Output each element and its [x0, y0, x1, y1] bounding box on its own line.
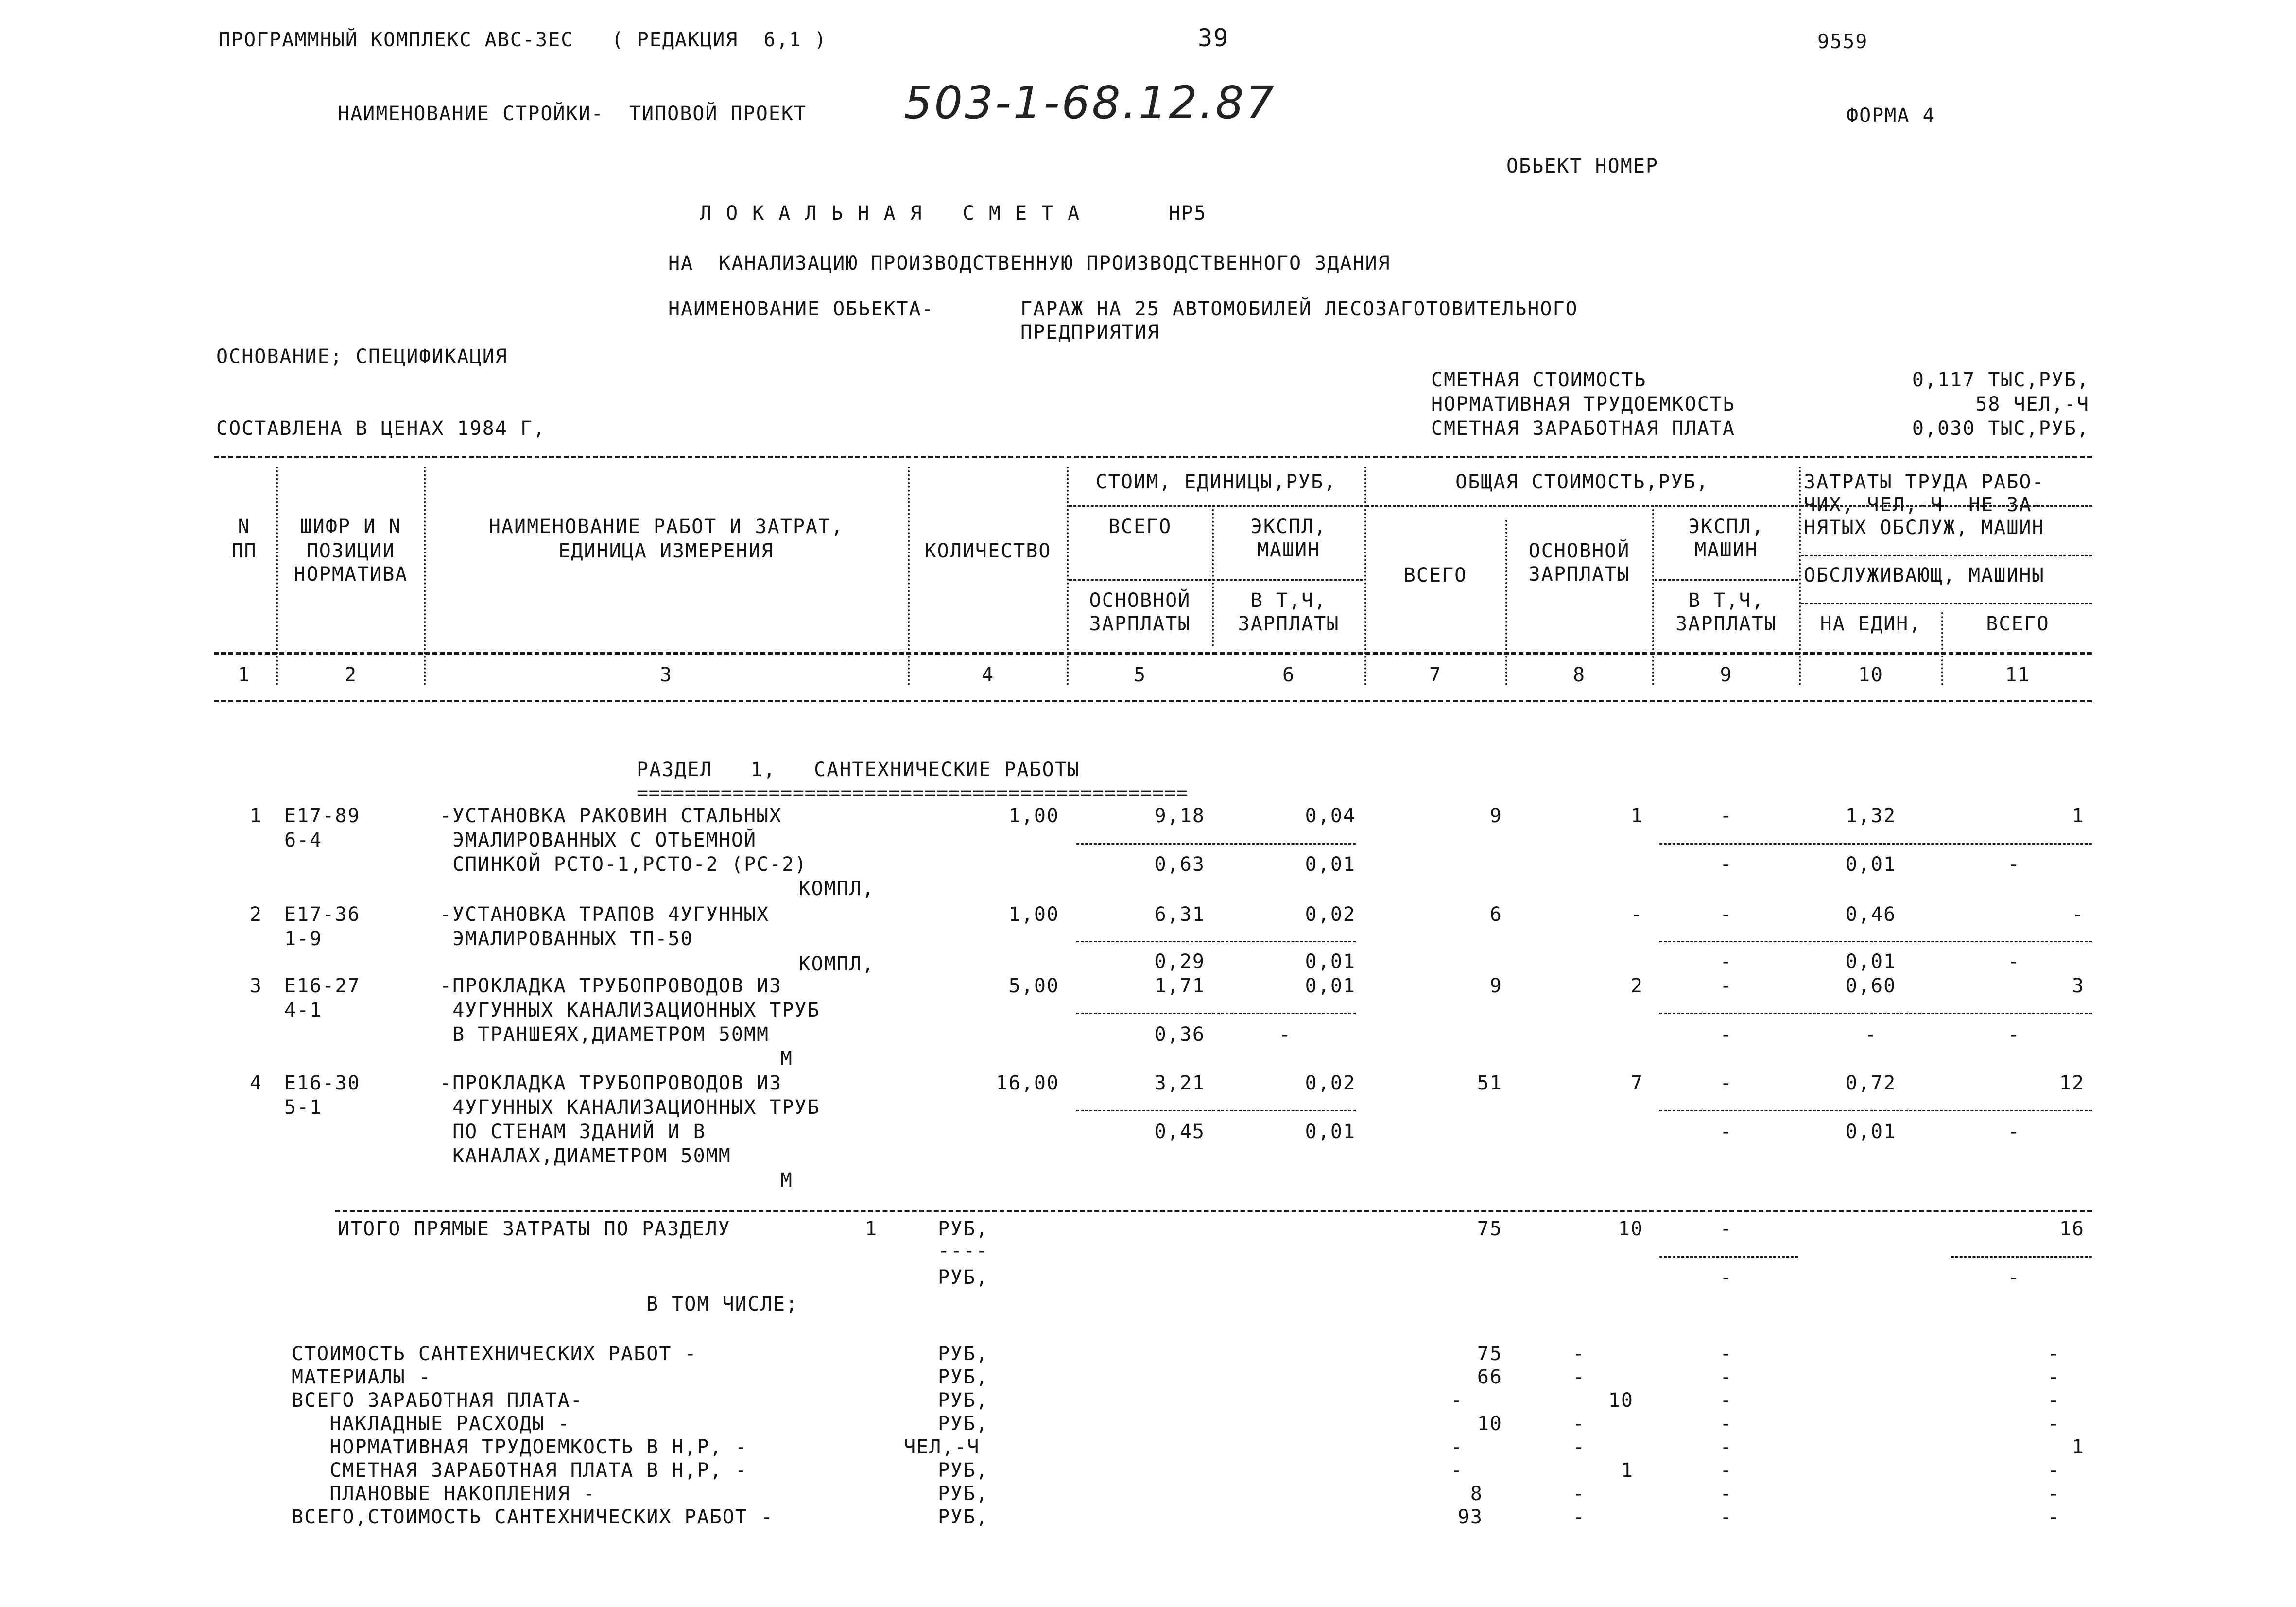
col-header-total-ekspl: ЭКСПЛ, [1688, 516, 1764, 538]
summary-value-cost: 0,117 ТЫС,РУБ, [1912, 369, 2089, 391]
document-title: ЛОКАЛЬНАЯ СМЕТА [700, 202, 1094, 225]
col-header-total-vtch: ЗАРПЛАТЫ [1675, 613, 1777, 635]
breakdown-labor: 1 [2072, 1436, 2085, 1458]
row-split-rule [1076, 1110, 1356, 1111]
doc-number: 9559 [1817, 31, 1868, 53]
row-labor-total-b: - [2007, 853, 2021, 876]
col-header-unit-ekspl: МАШИН [1257, 539, 1321, 561]
header-inner-rule [1801, 603, 2092, 604]
row-split-rule [1076, 941, 1356, 942]
row-code: 5-1 [284, 1096, 323, 1119]
row-name: В ТРАНШЕЯХ,ДИАМЕТРОМ 50ММ [440, 1023, 770, 1046]
row-labor-total-b: - [2007, 1023, 2021, 1046]
col-header-total-all: ВСЕГО [1403, 564, 1467, 587]
col-header-code: ШИФР И N [300, 516, 402, 538]
row-quantity: 1,00 [1008, 903, 1059, 926]
row-total-wages: - [1630, 903, 1643, 926]
column-number: 2 [344, 664, 358, 686]
row-total: 9 [1489, 975, 1502, 997]
col-sep [1652, 505, 1654, 685]
row-labor-per-unit-b: - [1864, 1023, 1878, 1046]
breakdown-ekspl: - [1720, 1436, 1733, 1458]
row-name: -ПРОКЛАДКА ТРУБОПРОВОДОВ ИЗ [440, 975, 782, 997]
column-number: 8 [1572, 664, 1586, 686]
breakdown-unit: ЧЕЛ,-Ч [904, 1436, 980, 1458]
row-total-ekspl-wages: - [1720, 853, 1733, 876]
row-code: 6-4 [284, 829, 323, 851]
row-name: -ПРОКЛАДКА ТРУБОПРОВОДОВ ИЗ [440, 1072, 782, 1094]
breakdown-label: НАКЛАДНЫЕ РАСХОДЫ - [292, 1413, 570, 1435]
summary-label-labor: НОРМАТИВНАЯ ТРУДОЕМКОСТЬ [1431, 393, 1735, 415]
breakdown-unit: РУБ, [938, 1413, 989, 1435]
breakdown-label: МАТЕРИАЛЫ - [292, 1366, 431, 1388]
breakdown-wages: 10 [1608, 1389, 1634, 1412]
row-split-rule [1076, 1013, 1356, 1014]
row-code: 1-9 [284, 928, 323, 950]
col-header-unit-vtch: ЗАРПЛАТЫ [1238, 613, 1340, 635]
row-total: 6 [1489, 903, 1502, 926]
breakdown-label: ВСЕГО ЗАРАБОТНАЯ ПЛАТА- [292, 1389, 583, 1412]
row-total-ekspl: - [1720, 805, 1733, 827]
breakdown-ekspl: - [1720, 1343, 1733, 1365]
object-name-line1: ГАРАЖ НА 25 АВТОМОБИЛЕЙ ЛЕСОЗАГОТОВИТЕЛЬНОГО [1020, 298, 1578, 320]
row-unit-wages: 0,29 [1154, 950, 1205, 973]
header-bottom-rule [214, 652, 2092, 655]
col-header-total-wages: ОСНОВНОЙ [1528, 540, 1630, 562]
col-header-unit-wages: ЗАРПЛАТЫ [1089, 613, 1191, 635]
row-code: Е17-36 [284, 903, 361, 926]
row-code: Е17-89 [284, 805, 361, 827]
row-labor-total: 1 [2072, 805, 2085, 827]
row-unit-wages: 0,63 [1154, 853, 1205, 876]
row-unit-ekspl: 0,02 [1305, 903, 1356, 926]
header-inner-rule [1069, 579, 1363, 581]
row-labor-total-b: - [2007, 1121, 2021, 1143]
row-name: СПИНКОЙ РСТО-1,РСТО-2 (РС-2) [440, 853, 808, 876]
price-basis: СОСТАВЛЕНА В ЦЕНАХ 1984 Г, [216, 417, 546, 440]
row-name: ЭМАЛИРОВАННЫХ ТП-50 [440, 928, 693, 950]
column-number: 6 [1282, 664, 1295, 686]
col-header-name: НАИМЕНОВАНИЕ РАБОТ И ЗАТРАТ, [488, 516, 844, 538]
row-split-rule [1076, 843, 1356, 845]
row-unit-ekspl: 0,02 [1305, 1072, 1356, 1094]
col-header-per-unit: НА ЕДИН, [1820, 613, 1922, 635]
site-label: НАИМЕНОВАНИЕ СТРОЙКИ- ТИПОВОЙ ПРОЕКТ [338, 103, 807, 125]
column-number-rule [214, 700, 2092, 702]
col-header-code: НОРМАТИВА [293, 563, 408, 586]
col-header-n: N [238, 516, 251, 538]
totals-wages: 10 [1618, 1218, 1643, 1240]
row-code: Е16-27 [284, 975, 361, 997]
row-split-rule [1659, 843, 2092, 845]
column-number: 9 [1720, 664, 1733, 686]
col-header-total-vtch: В Т,Ч, [1688, 589, 1764, 612]
row-unit-total: 6,31 [1154, 903, 1205, 926]
object-name-line2: ПРЕДПРИЯТИЯ [1020, 321, 1160, 344]
col-header-labor: ЗАТРАТЫ ТРУДА РАБО- [1804, 471, 2045, 493]
col-header-code: ПОЗИЦИИ [306, 540, 396, 562]
row-code: Е16-30 [284, 1072, 361, 1094]
breakdown-labor: - [2047, 1413, 2060, 1435]
column-number: 10 [1858, 664, 1884, 686]
col-header-unit-wages: ОСНОВНОЙ [1089, 589, 1191, 612]
row-unit-total: 3,21 [1154, 1072, 1205, 1094]
breakdown-total: 10 [1477, 1413, 1502, 1435]
totals-total: 75 [1477, 1218, 1502, 1240]
breakdown-wages: 1 [1621, 1459, 1634, 1482]
row-labor-total: 3 [2072, 975, 2085, 997]
row-labor-per-unit-b: 0,01 [1845, 950, 1897, 973]
row-labor-per-unit: 0,60 [1845, 975, 1897, 997]
object-number: ОБЬЕКТ НОМЕР [1506, 155, 1658, 177]
totals-label: ИТОГО ПРЯМЫЕ ЗАТРАТЫ ПО РАЗДЕЛУ [338, 1218, 731, 1240]
header-inner-rule [1801, 555, 2092, 556]
row-name: 4УГУННЫХ КАНАЛИЗАЦИОННЫХ ТРУБ [440, 999, 820, 1021]
col-header-labor: ЧИХ, ЧЕЛ,-Ч НЕ ЗА- [1804, 494, 2045, 516]
totals-unit-dash: ---- [938, 1240, 989, 1262]
col-header-total-cost: ОБЩАЯ СТОИМОСТЬ,РУБ, [1455, 471, 1709, 493]
row-total-wages: 2 [1630, 975, 1643, 997]
col-header-labor-total: ВСЕГО [1986, 613, 2050, 635]
breakdown-total: 66 [1477, 1366, 1502, 1388]
section-title: РАЗДЕЛ 1, САНТЕХНИЧЕСКИЕ РАБОТЫ [637, 759, 1080, 781]
breakdown-ekspl: - [1720, 1459, 1733, 1482]
row-total-ekspl: - [1720, 903, 1733, 926]
col-header-total-wages: ЗАРПЛАТЫ [1528, 563, 1630, 586]
breakdown-labor: - [2047, 1343, 2060, 1365]
row-labor-per-unit-b: 0,01 [1845, 853, 1897, 876]
col-header-unit-total: ВСЕГО [1108, 516, 1172, 538]
breakdown-wages: - [1572, 1483, 1586, 1505]
basis: ОСНОВАНИЕ; СПЕЦИФИКАЦИЯ [216, 346, 508, 368]
row-labor-per-unit: 1,32 [1845, 805, 1897, 827]
row-name: 4УГУННЫХ КАНАЛИЗАЦИОННЫХ ТРУБ [440, 1096, 820, 1119]
col-header-service: ОБСЛУЖИВАЮЩ, МАШИНЫ [1804, 564, 2045, 587]
col-header-name: ЕДИНИЦА ИЗМЕРЕНИЯ [558, 540, 774, 562]
breakdown-total: 75 [1477, 1343, 1502, 1365]
row-unit: КОМПЛ, [798, 878, 875, 900]
row-unit-vtch: - [1278, 1023, 1292, 1046]
breakdown-labor: - [2047, 1506, 2060, 1528]
document-title-number: НР5 [1169, 202, 1207, 225]
breakdown-labor: - [2047, 1366, 2060, 1388]
row-total: 51 [1477, 1072, 1502, 1094]
row-total: 9 [1489, 805, 1502, 827]
breakdown-ekspl: - [1720, 1366, 1733, 1388]
breakdown-labor: - [2047, 1389, 2060, 1412]
summary-label-cost: СМЕТНАЯ СТОИМОСТЬ [1431, 369, 1647, 391]
row-name: КАНАЛАХ,ДИАМЕТРОМ 50ММ [440, 1145, 731, 1167]
breakdown-ekspl: - [1720, 1483, 1733, 1505]
row-total-ekspl-wages: - [1720, 950, 1733, 973]
form-label: ФОРМА 4 [1847, 104, 1935, 127]
totals-split-rule [1951, 1256, 2092, 1258]
object-label: НАИМЕНОВАНИЕ ОБЬЕКТА- [668, 298, 934, 320]
breakdown-labor: - [2047, 1459, 2060, 1482]
row-unit-total: 9,18 [1154, 805, 1205, 827]
row-total-wages: 1 [1630, 805, 1643, 827]
row-unit-ekspl: 0,04 [1305, 805, 1356, 827]
row-number: 1 [249, 805, 262, 827]
row-labor-per-unit-b: 0,01 [1845, 1121, 1897, 1143]
col-sep [1799, 467, 1801, 685]
header-inner-rule [1655, 579, 1798, 581]
breakdown-wages: - [1572, 1436, 1586, 1458]
breakdown-total: 93 [1457, 1506, 1483, 1528]
col-sep [1067, 467, 1069, 685]
totals-top-rule [335, 1210, 2092, 1212]
breakdown-wages: - [1572, 1506, 1586, 1528]
breakdown-ekspl: - [1720, 1389, 1733, 1412]
document-subtitle: НА КАНАЛИЗАЦИЮ ПРОИЗВОДСТВЕННУЮ ПРОИЗВОДСТВЕННОГО ЗДАНИЯ [668, 252, 1391, 275]
col-header-total-ekspl: МАШИН [1694, 539, 1758, 561]
breakdown-label: СТОИМОСТЬ САНТЕХНИЧЕСКИХ РАБОТ - [292, 1343, 697, 1365]
totals-labor-total: 16 [2059, 1218, 2085, 1240]
totals-labor-total-b: - [2007, 1266, 2021, 1289]
summary-value-wages: 0,030 ТЫС,РУБ, [1912, 417, 2089, 440]
table-top-rule [214, 456, 2092, 458]
row-total-ekspl: - [1720, 975, 1733, 997]
section-underline: ============================================== [637, 782, 1189, 804]
breakdown-total: 8 [1470, 1483, 1483, 1505]
row-name: ПО СТЕНАМ ЗДАНИЙ И В [440, 1121, 706, 1143]
totals-split-rule [1659, 1256, 1798, 1258]
row-code: 4-1 [284, 999, 323, 1021]
breakdown-wages: - [1572, 1413, 1586, 1435]
col-sep [908, 467, 910, 685]
row-name: -УСТАНОВКА РАКОВИН СТАЛЬНЫХ [440, 805, 782, 827]
breakdown-total: - [1450, 1389, 1464, 1412]
row-labor-total-b: - [2007, 950, 2021, 973]
row-quantity: 16,00 [996, 1072, 1059, 1094]
row-number: 2 [249, 903, 262, 926]
breakdown-label: ВСЕГО,СТОИМОСТЬ САНТЕХНИЧЕСКИХ РАБОТ - [292, 1506, 774, 1528]
page-number: 39 [1198, 24, 1229, 52]
breakdown-label: СМЕТНАЯ ЗАРАБОТНАЯ ПЛАТА В Н,Р, - [292, 1459, 748, 1482]
row-labor-per-unit: 0,46 [1845, 903, 1897, 926]
column-number: 3 [659, 664, 673, 686]
column-number: 7 [1429, 664, 1442, 686]
breakdown-unit: РУБ, [938, 1459, 989, 1482]
row-quantity: 5,00 [1008, 975, 1059, 997]
header-inner-rule [1069, 505, 1363, 507]
row-quantity: 1,00 [1008, 805, 1059, 827]
breakdown-unit: РУБ, [938, 1343, 989, 1365]
row-unit: КОМПЛ, [798, 953, 875, 975]
row-unit-vtch: 0,01 [1305, 853, 1356, 876]
including-label: В ТОМ ЧИСЛЕ; [646, 1293, 798, 1315]
column-number: 5 [1133, 664, 1147, 686]
row-labor-per-unit: 0,72 [1845, 1072, 1897, 1094]
totals-ekspl-b: - [1720, 1266, 1733, 1289]
col-sep [424, 467, 426, 685]
col-header-unit-cost: СТОИМ, ЕДИНИЦЫ,РУБ, [1095, 471, 1337, 493]
row-split-rule [1659, 1013, 2092, 1014]
row-unit-ekspl: 0,01 [1305, 975, 1356, 997]
row-number: 4 [249, 1072, 262, 1094]
breakdown-total: - [1450, 1459, 1464, 1482]
row-unit: М [780, 1169, 793, 1192]
row-number: 3 [249, 975, 262, 997]
col-header-n: ПП [231, 540, 257, 562]
breakdown-labor: - [2047, 1483, 2060, 1505]
column-number: 4 [981, 664, 995, 686]
row-unit-wages: 0,45 [1154, 1121, 1205, 1143]
totals-section-number: 1 [865, 1218, 878, 1240]
row-unit-total: 1,71 [1154, 975, 1205, 997]
breakdown-wages: - [1572, 1366, 1586, 1388]
row-labor-total: - [2072, 903, 2085, 926]
col-header-labor: НЯТЫХ ОБСЛУЖ, МАШИН [1804, 517, 2045, 539]
column-number: 1 [238, 664, 251, 686]
breakdown-ekspl: - [1720, 1413, 1733, 1435]
project-code-handwritten: 503-1-68.12.87 [904, 77, 1277, 129]
breakdown-unit: РУБ, [938, 1506, 989, 1528]
row-unit: М [780, 1048, 793, 1070]
breakdown-ekspl: - [1720, 1506, 1733, 1528]
breakdown-label: НОРМАТИВНАЯ ТРУДОЕМКОСТЬ В Н,Р, - [292, 1436, 748, 1458]
row-total-ekspl: - [1720, 1072, 1733, 1094]
totals-ekspl: - [1720, 1218, 1733, 1240]
row-split-rule [1659, 1110, 2092, 1111]
row-unit-wages: 0,36 [1154, 1023, 1205, 1046]
row-name: ЭМАЛИРОВАННЫХ С ОТЬЕМНОЙ [440, 829, 757, 851]
summary-value-labor: 58 ЧЕЛ,-Ч [1975, 393, 2089, 415]
breakdown-label: ПЛАНОВЫЕ НАКОПЛЕНИЯ - [292, 1483, 596, 1505]
row-total-ekspl-wages: - [1720, 1121, 1733, 1143]
col-header-quantity: КОЛИЧЕСТВО [924, 540, 1052, 562]
breakdown-unit: РУБ, [938, 1366, 989, 1388]
row-total-wages: 7 [1630, 1072, 1643, 1094]
breakdown-wages: - [1572, 1343, 1586, 1365]
row-labor-total: 12 [2059, 1072, 2085, 1094]
col-header-unit-vtch: В Т,Ч, [1250, 589, 1327, 612]
row-name: -УСТАНОВКА ТРАПОВ 4УГУННЫХ [440, 903, 770, 926]
row-unit-vtch: 0,01 [1305, 1121, 1356, 1143]
column-number: 11 [2005, 664, 2031, 686]
row-split-rule [1659, 941, 2092, 942]
program-name: ПРОГРАММНЫЙ КОМПЛЕКС АВС-3ЕС ( РЕДАКЦИЯ 6,1 ) [219, 29, 827, 51]
breakdown-unit: РУБ, [938, 1483, 989, 1505]
row-unit-vtch: 0,01 [1305, 950, 1356, 973]
row-total-ekspl-wages: - [1720, 1023, 1733, 1046]
header-inner-rule [1366, 505, 1798, 507]
breakdown-total: - [1450, 1436, 1464, 1458]
col-sep [1941, 612, 1943, 685]
breakdown-unit: РУБ, [938, 1389, 989, 1412]
totals-unit: РУБ, [938, 1218, 989, 1240]
col-header-unit-ekspl: ЭКСПЛ, [1250, 516, 1327, 538]
totals-unit: РУБ, [938, 1266, 989, 1289]
summary-label-wages: СМЕТНАЯ ЗАРАБОТНАЯ ПЛАТА [1431, 417, 1735, 440]
